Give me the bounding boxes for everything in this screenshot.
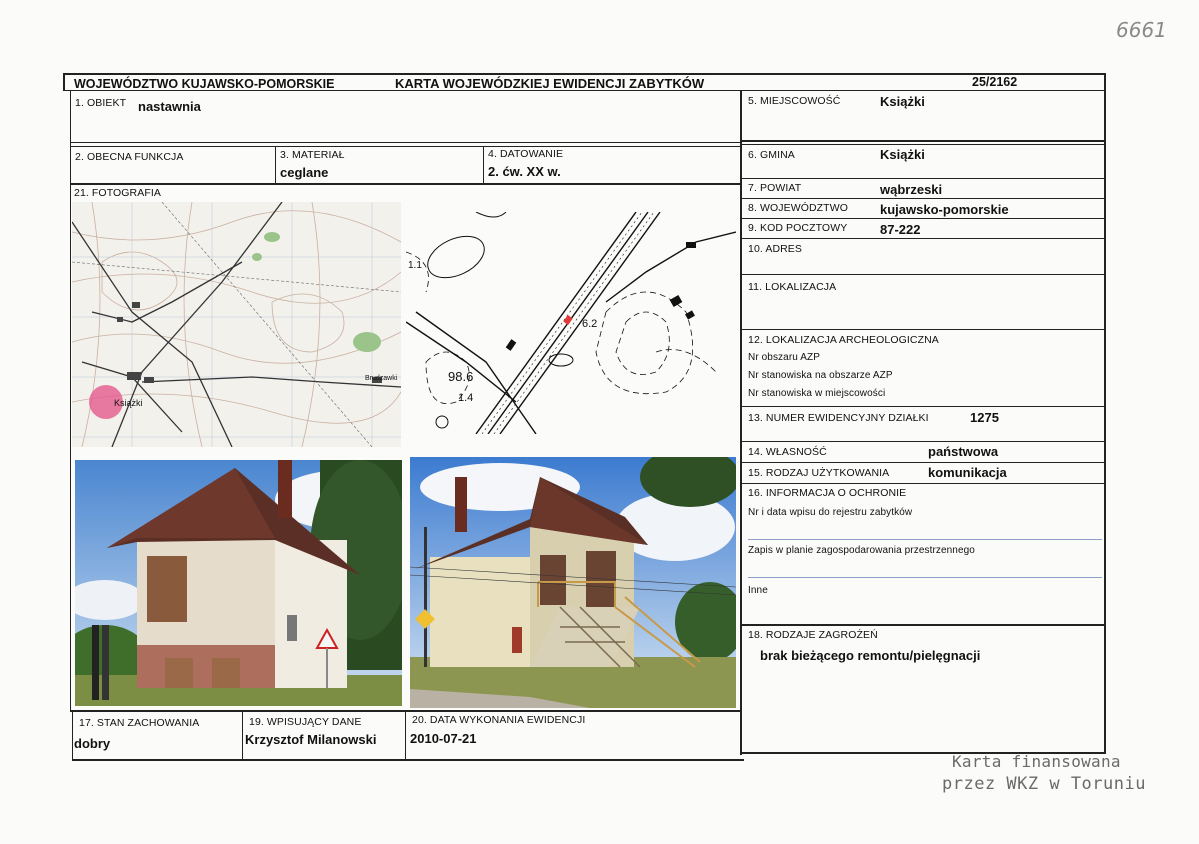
divider [748, 539, 1102, 540]
ochrona-line: Nr i data wpisu do rejestru zabytków [748, 507, 913, 518]
map-number: 6.2 [582, 318, 598, 330]
field-label: 1. OBIEKT [75, 97, 127, 109]
field-label: 12. LOKALIZACJA ARCHEOLOGICZNA [748, 334, 939, 346]
map-number: 1.4 [458, 392, 474, 404]
field-value: kujawsko-pomorskie [880, 202, 1009, 217]
field-label: 18. RODZAJE ZAGROŻEŃ [748, 629, 878, 641]
field-label: 17. STAN ZACHOWANIA [79, 717, 200, 729]
card-number: 25/2162 [972, 75, 1018, 89]
field-label: 8. WOJEWÓDZTWO [748, 202, 848, 214]
field-label: 2. OBECNA FUNKCJA [75, 151, 184, 163]
archeo-line: Nr stanowiska w miejscowości [748, 388, 886, 399]
field-value: wąbrzeski [880, 182, 943, 197]
region-title: WOJEWÓDZTWO KUJAWSKO-POMORSKIE [74, 77, 335, 91]
ochrona-line: Inne [748, 585, 768, 596]
field-label: 14. WŁASNOŚĆ [748, 446, 827, 458]
field-label: 9. KOD POCZTOWY [748, 222, 848, 234]
field-value: 2. ćw. XX w. [488, 164, 561, 179]
archeo-line: Nr obszaru AZP [748, 352, 820, 363]
photo-signal-box-stairs [410, 457, 736, 708]
map-number: 1.1 [408, 260, 422, 271]
photo-signal-box-front [75, 460, 402, 706]
field-value: brak bieżącego remontu/pielęgnacji [760, 648, 981, 663]
field-label: 19. WPISUJĄCY DANE [249, 716, 362, 728]
field-label: 13. NUMER EWIDENCYJNY DZIAŁKI [748, 412, 929, 424]
stamp-line: Karta finansowana [952, 752, 1121, 771]
field-label: 15. RODZAJ UŻYTKOWANIA [748, 467, 890, 479]
field-label: 10. ADRES [748, 243, 803, 255]
card-title: KARTA WOJEWÓDZKIEJ EWIDENCJI ZABYTKÓW [395, 76, 705, 91]
field-label: 6. GMINA [748, 149, 795, 161]
map-place-label: Brudzawki [365, 375, 398, 382]
field-label: 4. DATOWANIE [488, 148, 564, 160]
field-label: 20. DATA WYKONANIA EWIDENCJI [412, 714, 586, 726]
field-value: Książki [880, 147, 925, 162]
field-label: 3. MATERIAŁ [280, 149, 345, 161]
field-label: 16. INFORMACJA O OCHRONIE [748, 487, 907, 499]
divider [748, 577, 1102, 578]
field-value: dobry [74, 736, 111, 751]
field-label: 5. MIEJSCOWOŚĆ [748, 95, 841, 107]
archeo-line: Nr stanowiska na obszarze AZP [748, 370, 893, 381]
field-value: ceglane [280, 165, 329, 180]
field-value: Książki [880, 94, 925, 109]
field-value: komunikacja [928, 465, 1007, 480]
stamp-line: przez WKZ w Toruniu [942, 774, 1146, 794]
ochrona-line: Zapis w planie zagospodarowania przestrzennego [748, 545, 975, 556]
field-value: nastawnia [138, 99, 201, 114]
map-town-label: Książki [114, 398, 143, 408]
field-label: 11. LOKALIZACJA [748, 281, 837, 293]
field-value: 87-222 [880, 222, 921, 237]
field-value: 2010-07-21 [410, 731, 477, 746]
handwritten-page-number: 6661 [1116, 18, 1167, 42]
detail-map [406, 212, 736, 434]
field-value: państwowa [928, 444, 999, 459]
topo-map-overview [72, 202, 401, 447]
field-value: Krzysztof Milanowski [245, 732, 377, 747]
field-value: 1275 [970, 410, 999, 425]
fotografia-label: 21. FOTOGRAFIA [74, 187, 161, 199]
field-label: 7. POWIAT [748, 182, 802, 194]
map-number: 98.6 [448, 369, 474, 384]
